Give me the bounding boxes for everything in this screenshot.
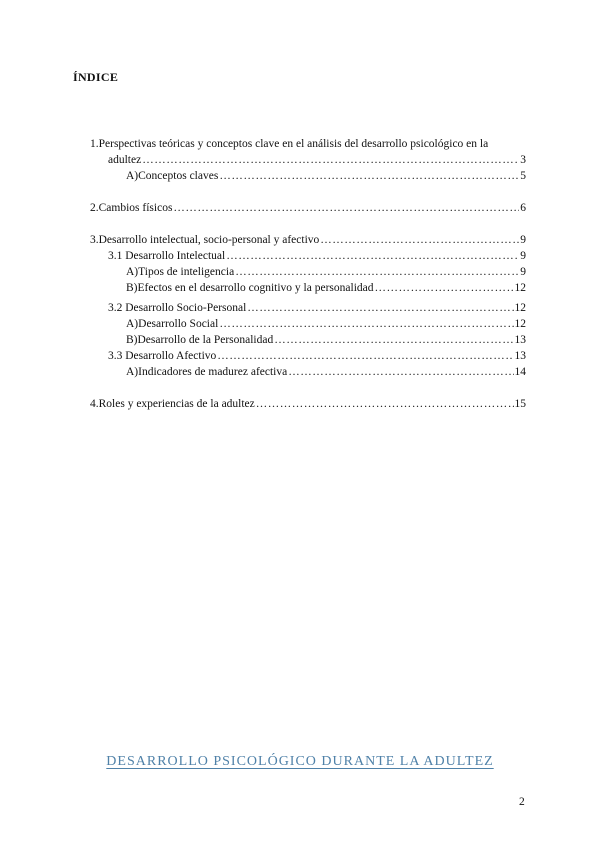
toc-sub-label: A) <box>126 266 139 278</box>
dot-leader <box>219 316 513 332</box>
toc-item-1-line1[interactable] <box>90 136 488 152</box>
toc-sub-title: Tipos de inteligencia <box>138 266 235 278</box>
toc-sub-title: Desarrollo Social <box>138 318 219 330</box>
toc-sub-label: A) <box>126 366 139 378</box>
toc-item-number: 4. <box>90 398 99 410</box>
toc-section-title: 3.2 Desarrollo Socio-Personal <box>108 302 247 314</box>
toc-page-number: 9 <box>520 266 526 278</box>
toc-section-3-3-a[interactable] <box>126 364 526 380</box>
toc-item-title: Perspectivas teóricas y conceptos clave en el análisis del desarrollo psicológico en la <box>98 138 489 150</box>
toc-item-3[interactable] <box>90 232 526 248</box>
toc-item-1-line2[interactable] <box>108 152 526 168</box>
toc-section-3-1-b[interactable] <box>126 280 526 296</box>
dot-leader <box>235 264 519 280</box>
footer-document-title: DESARROLLO PSICOLÓGICO DURANTE LA ADULTEZ <box>106 754 494 769</box>
toc-page-number: 12 <box>514 282 526 294</box>
toc-item-title: Cambios físicos <box>98 202 173 214</box>
toc-sub-title: Conceptos claves <box>138 170 219 182</box>
toc-section-3-2[interactable] <box>108 300 526 316</box>
dot-leader <box>375 280 514 296</box>
toc-sub-label: B) <box>126 282 138 294</box>
dot-leader <box>219 168 519 184</box>
dot-leader <box>320 232 519 248</box>
toc-section-title: 3.3 Desarrollo Afectivo <box>108 350 217 362</box>
toc-page-number: 12 <box>514 318 526 330</box>
toc-section-3-3[interactable] <box>108 348 526 364</box>
toc-item-1a[interactable] <box>126 168 526 184</box>
toc-item-number: 1. <box>90 138 99 150</box>
toc-page-number: 14 <box>514 366 526 378</box>
page-number: 2 <box>519 796 525 808</box>
toc-page-number: 9 <box>520 250 526 262</box>
toc-page-number: 3 <box>520 154 526 166</box>
toc-page-number: 13 <box>514 350 526 362</box>
dot-leader <box>247 300 513 316</box>
dot-leader <box>256 396 514 412</box>
toc-item-4[interactable] <box>90 396 526 412</box>
toc-sub-title: Desarrollo de la Personalidad <box>137 334 274 346</box>
toc-item-title-cont: adultez <box>108 154 142 166</box>
dot-leader <box>288 364 513 380</box>
toc-page-number: 12 <box>514 302 526 314</box>
toc-section-3-1-a[interactable] <box>126 264 526 280</box>
toc-page-number: 9 <box>520 234 526 246</box>
toc-item-title: Roles y experiencias de la adultez <box>98 398 255 410</box>
toc-page-number: 15 <box>514 398 526 410</box>
dot-leader <box>142 152 519 168</box>
toc-sub-label: A) <box>126 318 139 330</box>
dot-leader <box>173 200 519 216</box>
toc-item-number: 3. <box>90 234 99 246</box>
dot-leader <box>226 248 519 264</box>
toc-page-number: 5 <box>520 170 526 182</box>
toc-section-3-2-a[interactable] <box>126 316 526 332</box>
toc-item-number: 2. <box>90 202 99 214</box>
toc-page-number: 6 <box>520 202 526 214</box>
toc-sub-label: B) <box>126 334 138 346</box>
toc-sub-title: Indicadores de madurez afectiva <box>138 366 288 378</box>
toc-item-title: Desarrollo intelectual, socio-personal y afectivo <box>98 234 320 246</box>
toc-section-title: 3.1 Desarrollo Intelectual <box>108 250 226 262</box>
toc-page-number: 13 <box>514 334 526 346</box>
toc-section-3-1[interactable] <box>108 248 526 264</box>
toc-section-3-2-b[interactable] <box>126 332 526 348</box>
toc-sub-label: A) <box>126 170 139 182</box>
dot-leader <box>217 348 513 364</box>
index-heading: ÍNDICE <box>73 70 119 84</box>
toc-item-2[interactable] <box>90 200 526 216</box>
dot-leader <box>274 332 513 348</box>
toc-sub-title: Efectos en el desarrollo cognitivo y la personalidad <box>137 282 374 294</box>
